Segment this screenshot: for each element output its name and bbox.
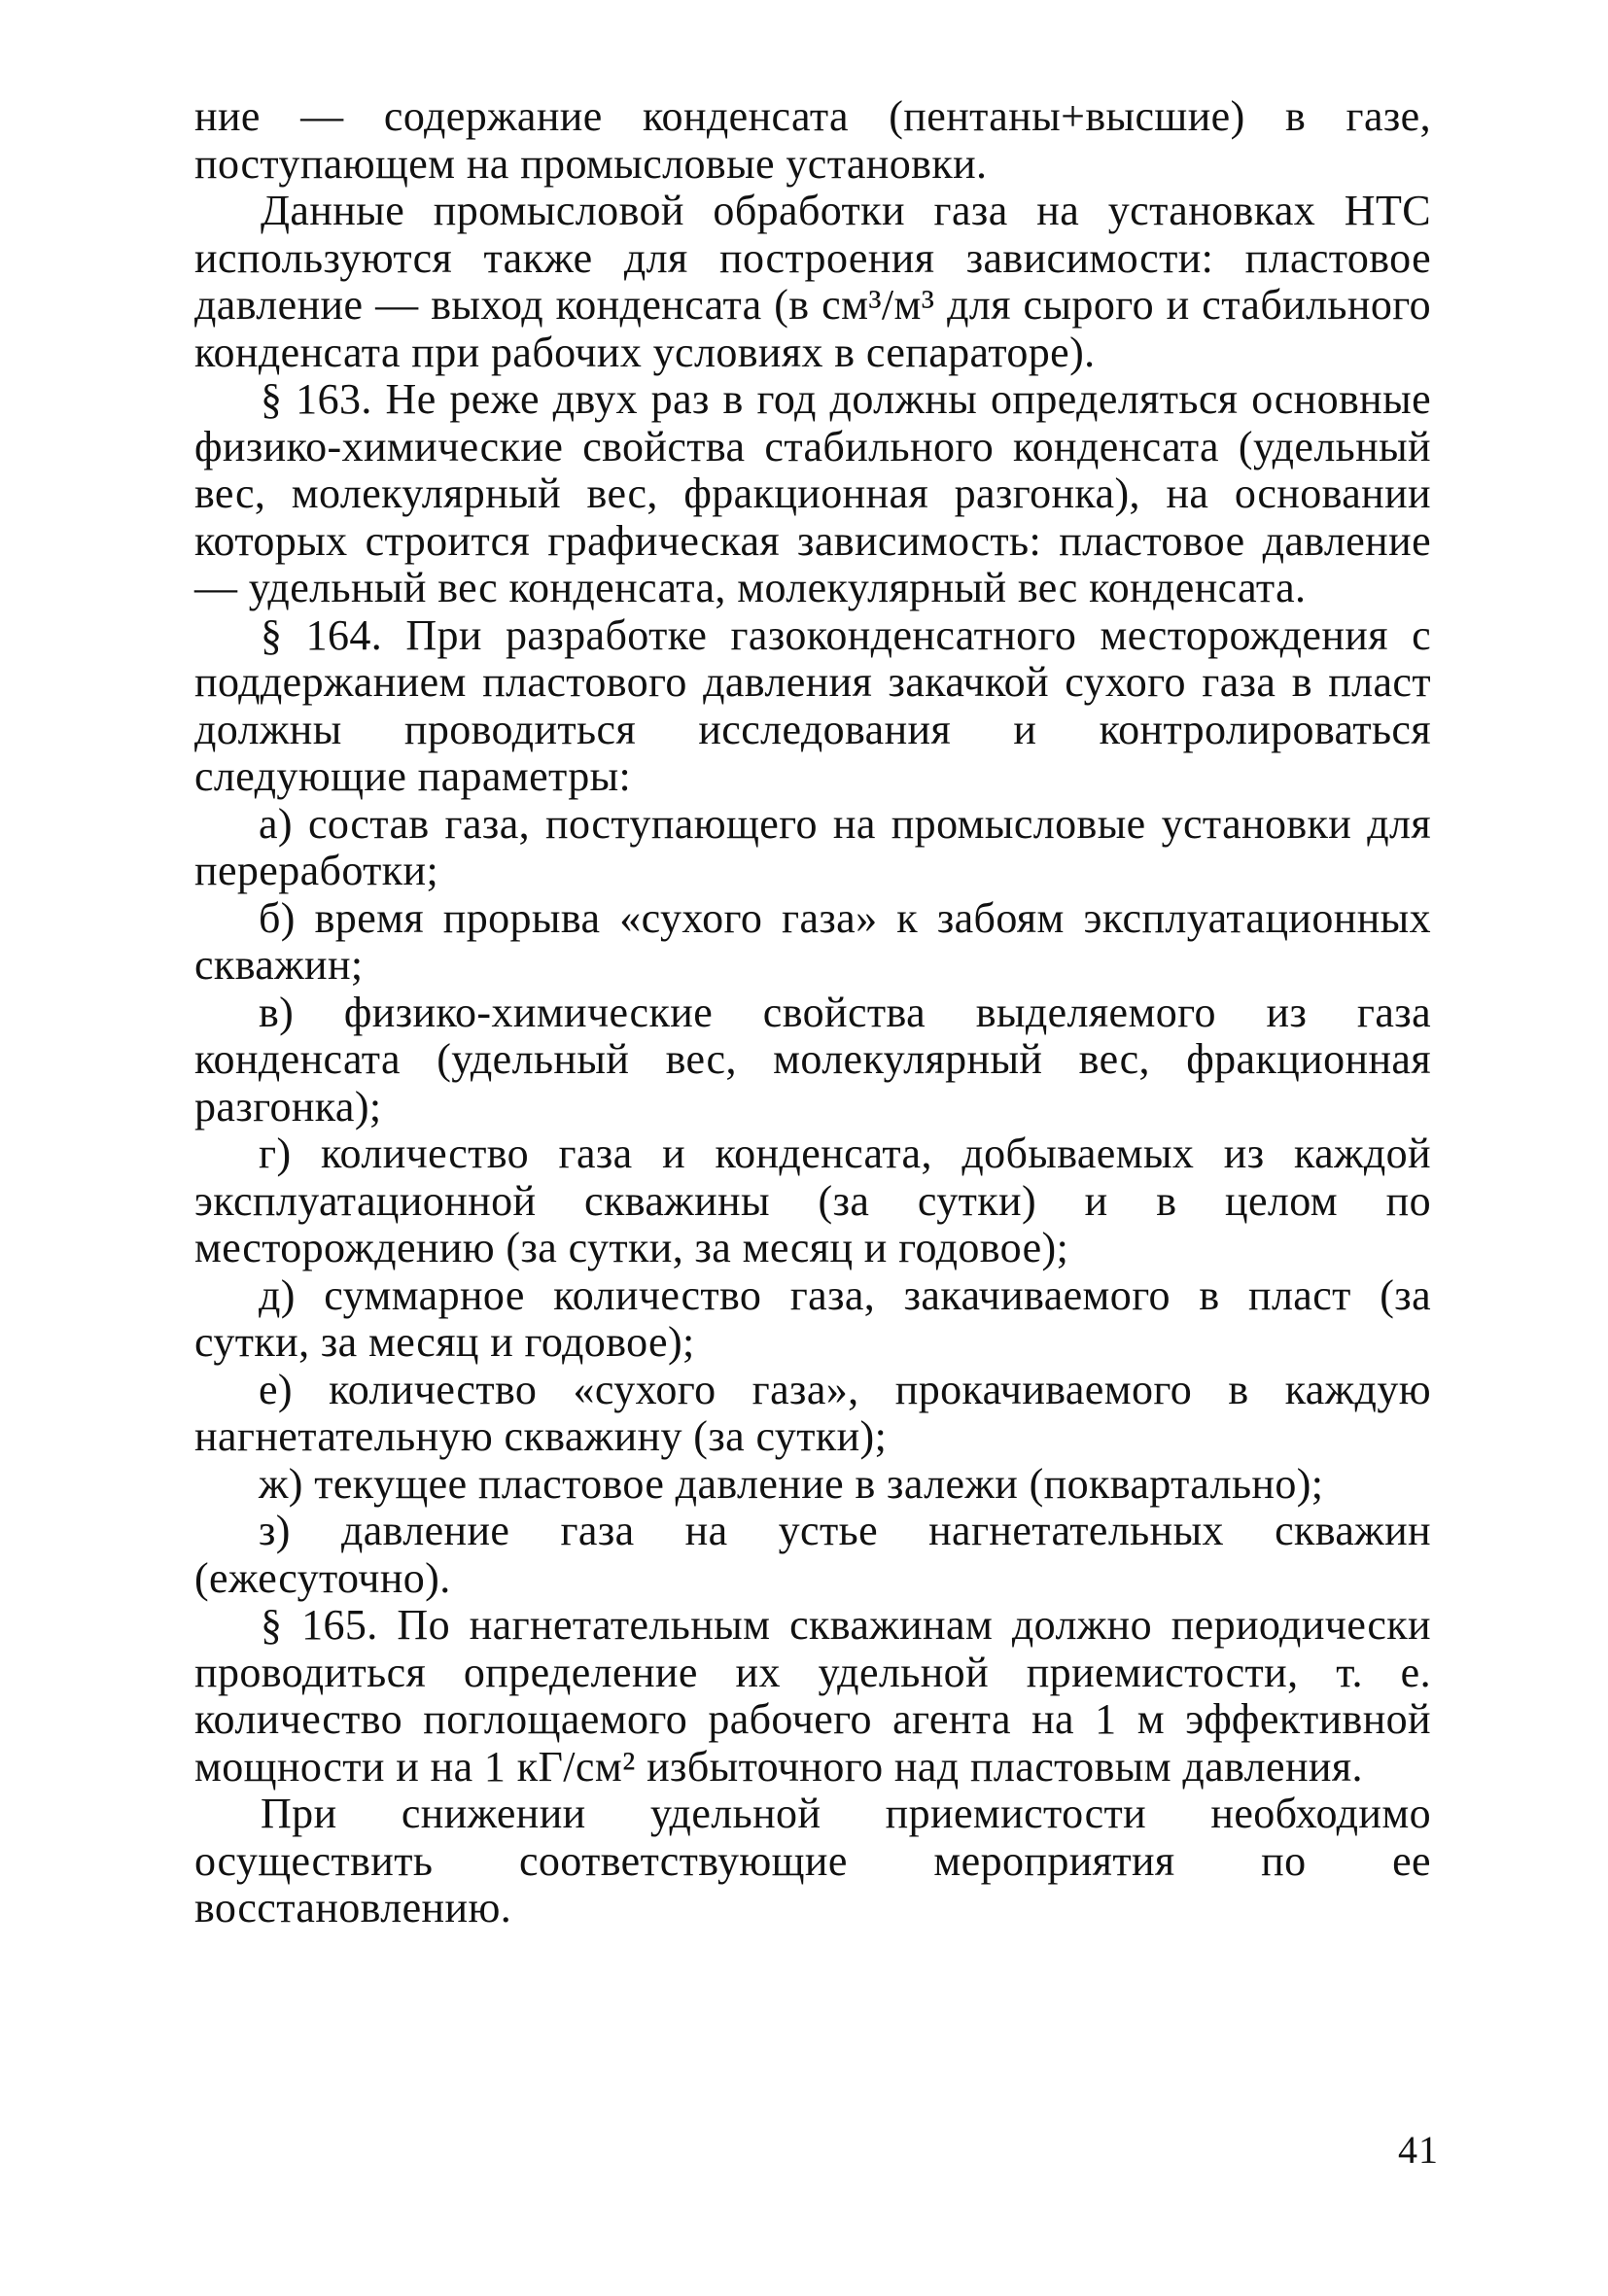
list-item-b: б) время прорыва «сухого газа» к забоям эксплуатационных скважин; — [194, 893, 1431, 989]
list-item-v: в) физико-химические свойства выделяемого из газа конденсата (удельный вес, молекулярный вес, фракционная разгонка); — [194, 988, 1431, 1131]
section-165: § 165. По нагнетательным скважинам должно периодически проводиться определение их удельной приемистости, т. е. количество поглощаемого рабочего агента на 1 м эффективной мощности и на 1 кГ/см² избыточного над пластовым давления. — [194, 1601, 1431, 1791]
list-item-d: д) суммарное количество газа, закачиваемого в пласт (за сутки, за месяц и годовое); — [194, 1270, 1431, 1366]
list-item-zh: ж) текущее пластовое давление в залежи (поквартально); — [259, 1459, 1324, 1508]
page-number: 41 — [1398, 2128, 1439, 2172]
paragraph-measures: При снижении удельной приемистости необходимо осуществить соответствующие мероприятия по ее восстановлению. — [194, 1790, 1431, 1931]
page-body — [194, 93, 1431, 1932]
list-item-a: а) состав газа, поступающего на промысловые установки для переработки; — [194, 799, 1431, 894]
list-item-g: г) количество газа и конденсата, добываемых из каждой эксплуатационной скважины (за сутки) и в целом по месторождению (за сутки, за месяц и годовое); — [194, 1130, 1431, 1271]
paragraph-continuation: ние — содержание конденсата (пентаны+высшие) в газе, поступающем на промысловые установки. — [194, 92, 1431, 188]
paragraph-nts-data: Данные промысловой обработки газа на установках НТС используются также для построения зависимости: пластовое давление — выход конденсата (в см³/м³ для сырого и стабильного конденсата при рабочих условиях в сепараторе). — [194, 187, 1431, 376]
section-163: § 163. Не реже двух раз в год должны определяться основные физико-химические свойства стабильного конденсата (удельный вес, молекулярный вес, фракционная разгонка), на основании которых строится графическая зависимость: пластовое давление — удельный вес конденсата, молекулярный вес конденсата. — [194, 375, 1431, 611]
list-item-e: е) количество «сухого газа», прокачиваемого в каждую нагнетательную скважину (за сутки); — [194, 1365, 1431, 1460]
section-164: § 164. При разработке газоконденсатного месторождения с поддержанием пластового давления закачкой сухого газа в пласт должны проводиться исследования и контролироваться следующие параметры: — [194, 610, 1431, 800]
list-item-z: з) давление газа на устье нагнетательных скважин (ежесуточно). — [194, 1507, 1431, 1602]
